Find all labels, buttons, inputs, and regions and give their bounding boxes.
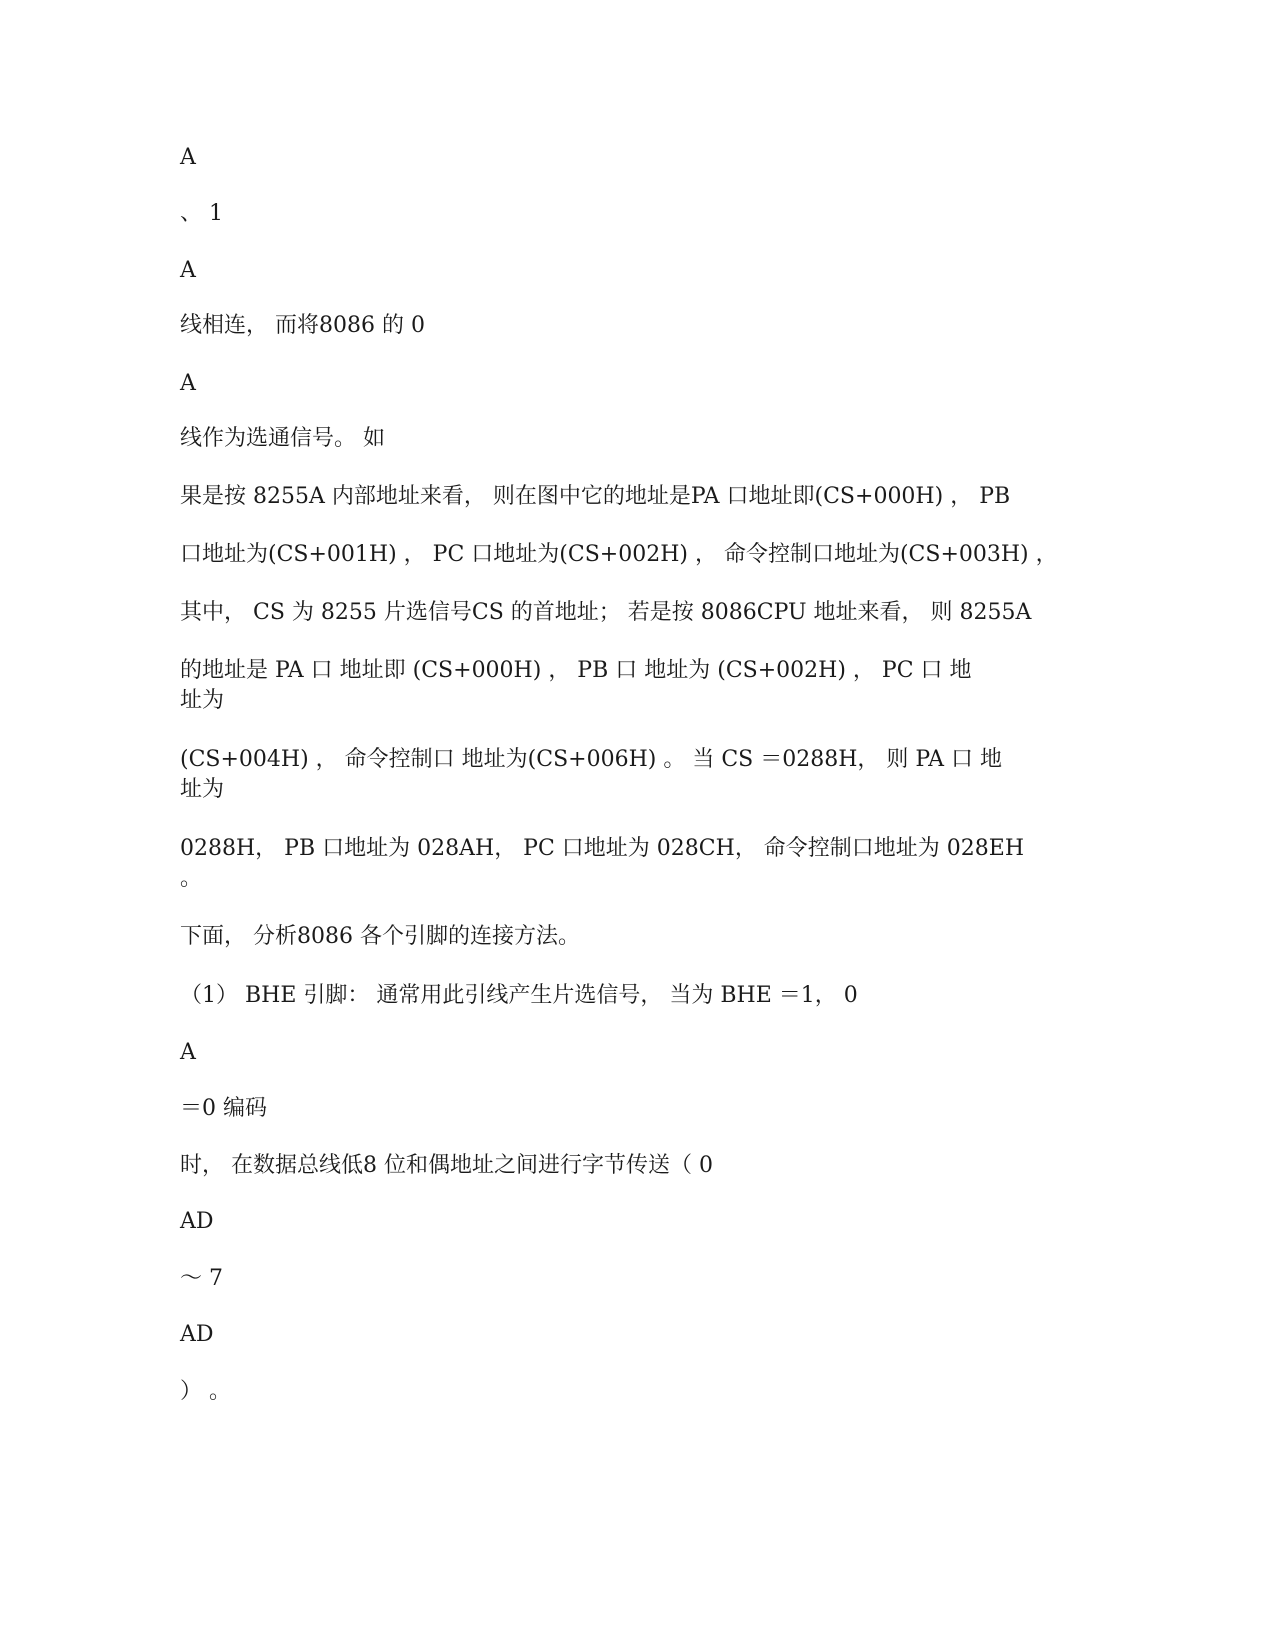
text-line-19: ＝0 编码 [180,1096,267,1121]
text-line-4: 线相连， 而将8086 的 0 [180,313,425,338]
text-line-7: 果是按 8255A 内部地址来看， 则在图中它的地址是PA 口地址即(CS+000H) ， PB [180,484,1011,509]
text-line-24: ） 。 [180,1379,231,1404]
text-line-14: 0288H， PB 口地址为 028AH， PC 口地址为 028CH， 命令控制口地址为 028EH [180,836,1025,861]
text-line-12: (CS+004H) ， 命令控制口 地址为(CS+006H) 。 当 CS ＝0288H， 则 PA 口 地 [180,747,1003,772]
text-line-1: A [180,145,196,170]
text-line-20: 时， 在数据总线低8 位和偶地址之间进行字节传送（ 0 [180,1153,713,1178]
text-line-10: 的地址是 PA 口 地址即 (CS+000H) ， PB 口 地址为 (CS+002H) ， PC 口 地 [180,658,972,683]
text-line-9: 其中， CS 为 8255 片选信号CS 的首地址； 若是按 8086CPU 地址来看， 则 8255A [180,600,1032,625]
text-line-11: 址为 [180,688,225,713]
text-line-3: A [180,258,196,283]
text-line-23: AD [180,1322,214,1347]
text-line-13: 址为 [180,777,225,802]
text-line-22: ～ 7 [180,1266,223,1291]
text-line-6: 线作为选通信号。 如 [180,426,385,451]
text-line-5: A [180,371,196,396]
text-line-17: （1） BHE 引脚： 通常用此引线产生片选信号， 当为 BHE ＝1， 0 [180,983,858,1008]
text-line-16: 下面， 分析8086 各个引脚的连接方法。 [180,924,580,949]
text-line-2: 、 1 [180,201,223,226]
text-line-18: A [180,1040,196,1065]
text-line-21: AD [180,1209,214,1234]
text-line-15: 。 [180,866,203,891]
text-line-8: 口地址为(CS+001H) ， PC 口地址为(CS+002H) ， 命令控制口地址为(CS+003H) ， [180,542,1058,567]
